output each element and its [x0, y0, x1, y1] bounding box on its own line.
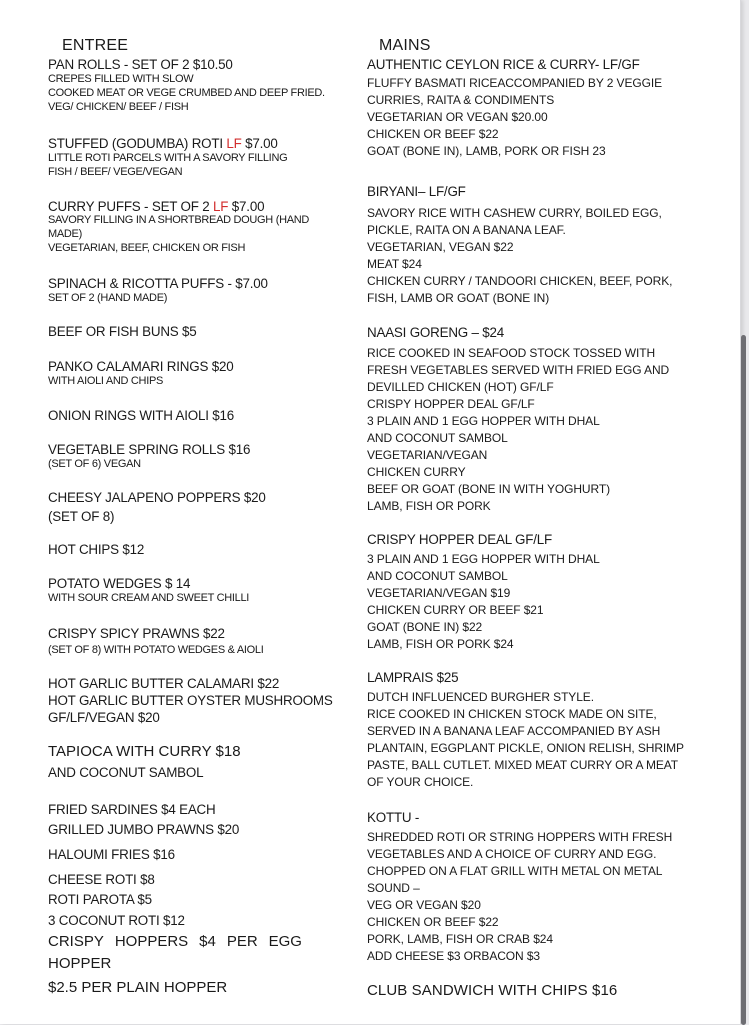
naasi-desc-2: FRESH VEGETABLES SERVED WITH FRIED EGG AND [367, 363, 670, 377]
onion-rings-name: ONION RINGS WITH AIOLI $16 [48, 408, 235, 423]
haloumi-name: HALOUMI FRIES $16 [48, 847, 175, 862]
naasi-desc-9: BEEF OR GOAT (BONE IN WITH YOGHURT) [367, 482, 610, 496]
jumbo-prawns-name: GRILLED JUMBO PRAWNS $20 [48, 822, 240, 837]
lamprais-name: LAMPRAIS $25 [367, 670, 459, 685]
kottu-desc-3: CHOPPED ON A FLAT GRILL WITH METAL ON METAL [367, 864, 663, 878]
lamprais-desc-2: RICE COOKED IN CHICKEN STOCK MADE ON SITE, [367, 707, 657, 721]
naasi-desc-10: LAMB, FISH OR PORK [367, 499, 491, 513]
kottu-desc-6: CHICKEN OR BEEF $22 [367, 915, 499, 929]
garlic-calamari-name: HOT GARLIC BUTTER CALAMARI $22 [48, 676, 280, 691]
lamprais-desc-5: PASTE, BALL CUTLET. MIXED MEAT CURRY OR A MEAT [367, 758, 679, 772]
naasi-desc-6: AND COCONUT SAMBOL [367, 431, 508, 445]
scrollbar-thumb[interactable] [741, 335, 746, 1025]
lamprais-desc-1: DUTCH INFLUENCED BURGHER STYLE. [367, 690, 594, 704]
hopper-deal-desc-2: AND COCONUT SAMBOL [367, 569, 508, 583]
godumba-desc-2: FISH / BEEF/ VEGE/VEGAN [48, 166, 183, 178]
tapioca-desc: AND COCONUT SAMBOL [48, 765, 204, 780]
naasi-desc-4: CRISPY HOPPER DEAL GF/LF [367, 397, 535, 411]
prawns-name: CRISPY SPICY PRAWNS $22 [48, 626, 225, 641]
kottu-desc-5: VEG OR VEGAN $20 [367, 898, 481, 912]
buns-name: BEEF OR FISH BUNS $5 [48, 324, 197, 339]
mains-heading: MAINS [379, 37, 431, 54]
sardines-name: FRIED SARDINES $4 EACH [48, 802, 216, 817]
kottu-desc-2: VEGETABLES AND A CHOICE OF CURRY AND EGG. [367, 847, 657, 861]
pan-rolls-name: PAN ROLLS - SET OF 2 $10.50 [48, 57, 233, 72]
biryani-desc-2: PICKLE, RAITA ON A BANANA LEAF. [367, 223, 566, 237]
spring-rolls-desc: (SET OF 6) VEGAN [48, 458, 141, 470]
hoppers-line-3: $2.5 PER PLAIN HOPPER [48, 979, 228, 996]
hopper-deal-desc-6: LAMB, FISH OR PORK $24 [367, 637, 514, 651]
godumba-desc-1: LITTLE ROTI PARCELS WITH A SAVORY FILLING [48, 152, 288, 164]
hopper-deal-desc-4: CHICKEN CURRY OR BEEF $21 [367, 603, 544, 617]
kottu-desc-1: SHREDDED ROTI OR STRING HOPPERS WITH FRESH [367, 830, 673, 844]
ceylon-desc-2: CURRIES, RAITA & CONDIMENTS [367, 93, 555, 107]
roti-parota-name: ROTI PAROTA $5 [48, 892, 152, 907]
hot-chips-name: HOT CHIPS $12 [48, 542, 145, 557]
kottu-desc-4: SOUND – [367, 881, 420, 895]
jalapeno-name: CHEESY JALAPENO POPPERS $20 [48, 490, 266, 505]
pan-rolls-desc-2: COOKED MEAT OR VEGE CRUMBED AND DEEP FRIED. [48, 87, 325, 99]
lamprais-desc-3: SERVED IN A BANANA LEAF ACCOMPANIED BY ASH [367, 724, 661, 738]
lf-badge: LF [213, 199, 229, 214]
naasi-desc-1: RICE COOKED IN SEAFOOD STOCK TOSSED WITH [367, 346, 656, 360]
naasi-name: NAASI GORENG – $24 [367, 325, 505, 340]
biryani-desc-3: VEGETARIAN, VEGAN $22 [367, 240, 514, 254]
wedges-name: POTATO WEDGES $ 14 [48, 576, 191, 591]
kottu-desc-8: ADD CHEESE $3 ORBACON $3 [367, 949, 540, 963]
hoppers-line-1: CRISPY HOPPERS $4 PER EGG [48, 933, 302, 950]
curry-puffs-name: CURRY PUFFS - SET OF 2 LF $7.00 [48, 199, 265, 214]
naasi-desc-5: 3 PLAIN AND 1 EGG HOPPER WITH DHAL [367, 414, 600, 428]
spinach-puffs-desc: SET OF 2 (HAND MADE) [48, 292, 168, 304]
lamprais-desc-6: OF YOUR CHOICE. [367, 775, 474, 789]
tapioca-name: TAPIOCA WITH CURRY $18 [48, 743, 241, 760]
garlic-mushroom-name: HOT GARLIC BUTTER OYSTER MUSHROOMS [48, 693, 333, 708]
ceylon-desc-1: FLUFFY BASMATI RICEACCOMPANIED BY 2 VEGGIE [367, 76, 662, 90]
pan-rolls-desc-3: VEG/ CHICKEN/ BEEF / FISH [48, 101, 189, 113]
hopper-deal-desc-1: 3 PLAIN AND 1 EGG HOPPER WITH DHAL [367, 552, 600, 566]
biryani-desc-6: FISH, LAMB OR GOAT (BONE IN) [367, 291, 550, 305]
kottu-name: KOTTU - [367, 810, 420, 825]
prawns-desc: (SET OF 8) WITH POTATO WEDGES & AIOLI [48, 644, 264, 656]
ceylon-desc-4: CHICKEN OR BEEF $22 [367, 127, 499, 141]
naasi-desc-8: CHICKEN CURRY [367, 465, 466, 479]
ceylon-name: AUTHENTIC CEYLON RICE & CURRY- LF/GF [367, 57, 640, 72]
biryani-desc-4: MEAT $24 [367, 257, 422, 271]
coconut-roti-name: 3 COCONUT ROTI $12 [48, 913, 185, 928]
calamari-desc: WITH AIOLI AND CHIPS [48, 375, 164, 387]
hopper-deal-name: CRISPY HOPPER DEAL GF/LF [367, 532, 552, 547]
biryani-desc-1: SAVORY RICE WITH CASHEW CURRY, BOILED EGG, [367, 206, 662, 220]
garlic-mushroom-desc: GF/LF/VEGAN $20 [48, 710, 160, 725]
pan-rolls-desc-1: CREPES FILLED WITH SLOW [48, 73, 194, 85]
hoppers-line-2: HOPPER [48, 955, 112, 972]
hopper-deal-desc-3: VEGETARIAN/VEGAN $19 [367, 586, 511, 600]
biryani-name: BIRYANI– LF/GF [367, 184, 466, 199]
naasi-desc-3: DEVILLED CHICKEN (HOT) GF/LF [367, 380, 554, 394]
lf-badge: LF [226, 136, 242, 151]
wedges-desc: WITH SOUR CREAM AND SWEET CHILLI [48, 592, 250, 604]
spring-rolls-name: VEGETABLE SPRING ROLLS $16 [48, 442, 251, 457]
curry-puffs-desc-3: VEGETARIAN, BEEF, CHICKEN OR FISH [48, 242, 246, 254]
spinach-puffs-name: SPINACH & RICOTTA PUFFS - $7.00 [48, 276, 268, 291]
biryani-desc-5: CHICKEN CURRY / TANDOORI CHICKEN, BEEF, PORK, [367, 274, 673, 288]
hopper-deal-desc-5: GOAT (BONE IN) $22 [367, 620, 483, 634]
godumba-name: STUFFED (GODUMBA) ROTI LF $7.00 [48, 136, 278, 151]
jalapeno-desc: (SET OF 8) [48, 509, 115, 524]
curry-puffs-desc-2: MADE) [48, 228, 82, 240]
calamari-name: PANKO CALAMARI RINGS $20 [48, 359, 234, 374]
ceylon-desc-5: GOAT (BONE IN), LAMB, PORK OR FISH 23 [367, 144, 606, 158]
naasi-desc-7: VEGETARIAN/VEGAN [367, 448, 488, 462]
club-sandwich-name: CLUB SANDWICH WITH CHIPS $16 [367, 982, 618, 999]
entree-heading: ENTREE [62, 37, 129, 54]
kottu-desc-7: PORK, LAMB, FISH OR CRAB $24 [367, 932, 553, 946]
curry-puffs-desc-1: SAVORY FILLING IN A SHORTBREAD DOUGH (HAND [48, 214, 310, 226]
ceylon-desc-3: VEGETARIAN OR VEGAN $20.00 [367, 110, 548, 124]
lamprais-desc-4: PLANTAIN, EGGPLANT PICKLE, ONION RELISH, SHRIMP [367, 741, 684, 755]
cheese-roti-name: CHEESE ROTI $8 [48, 872, 155, 887]
